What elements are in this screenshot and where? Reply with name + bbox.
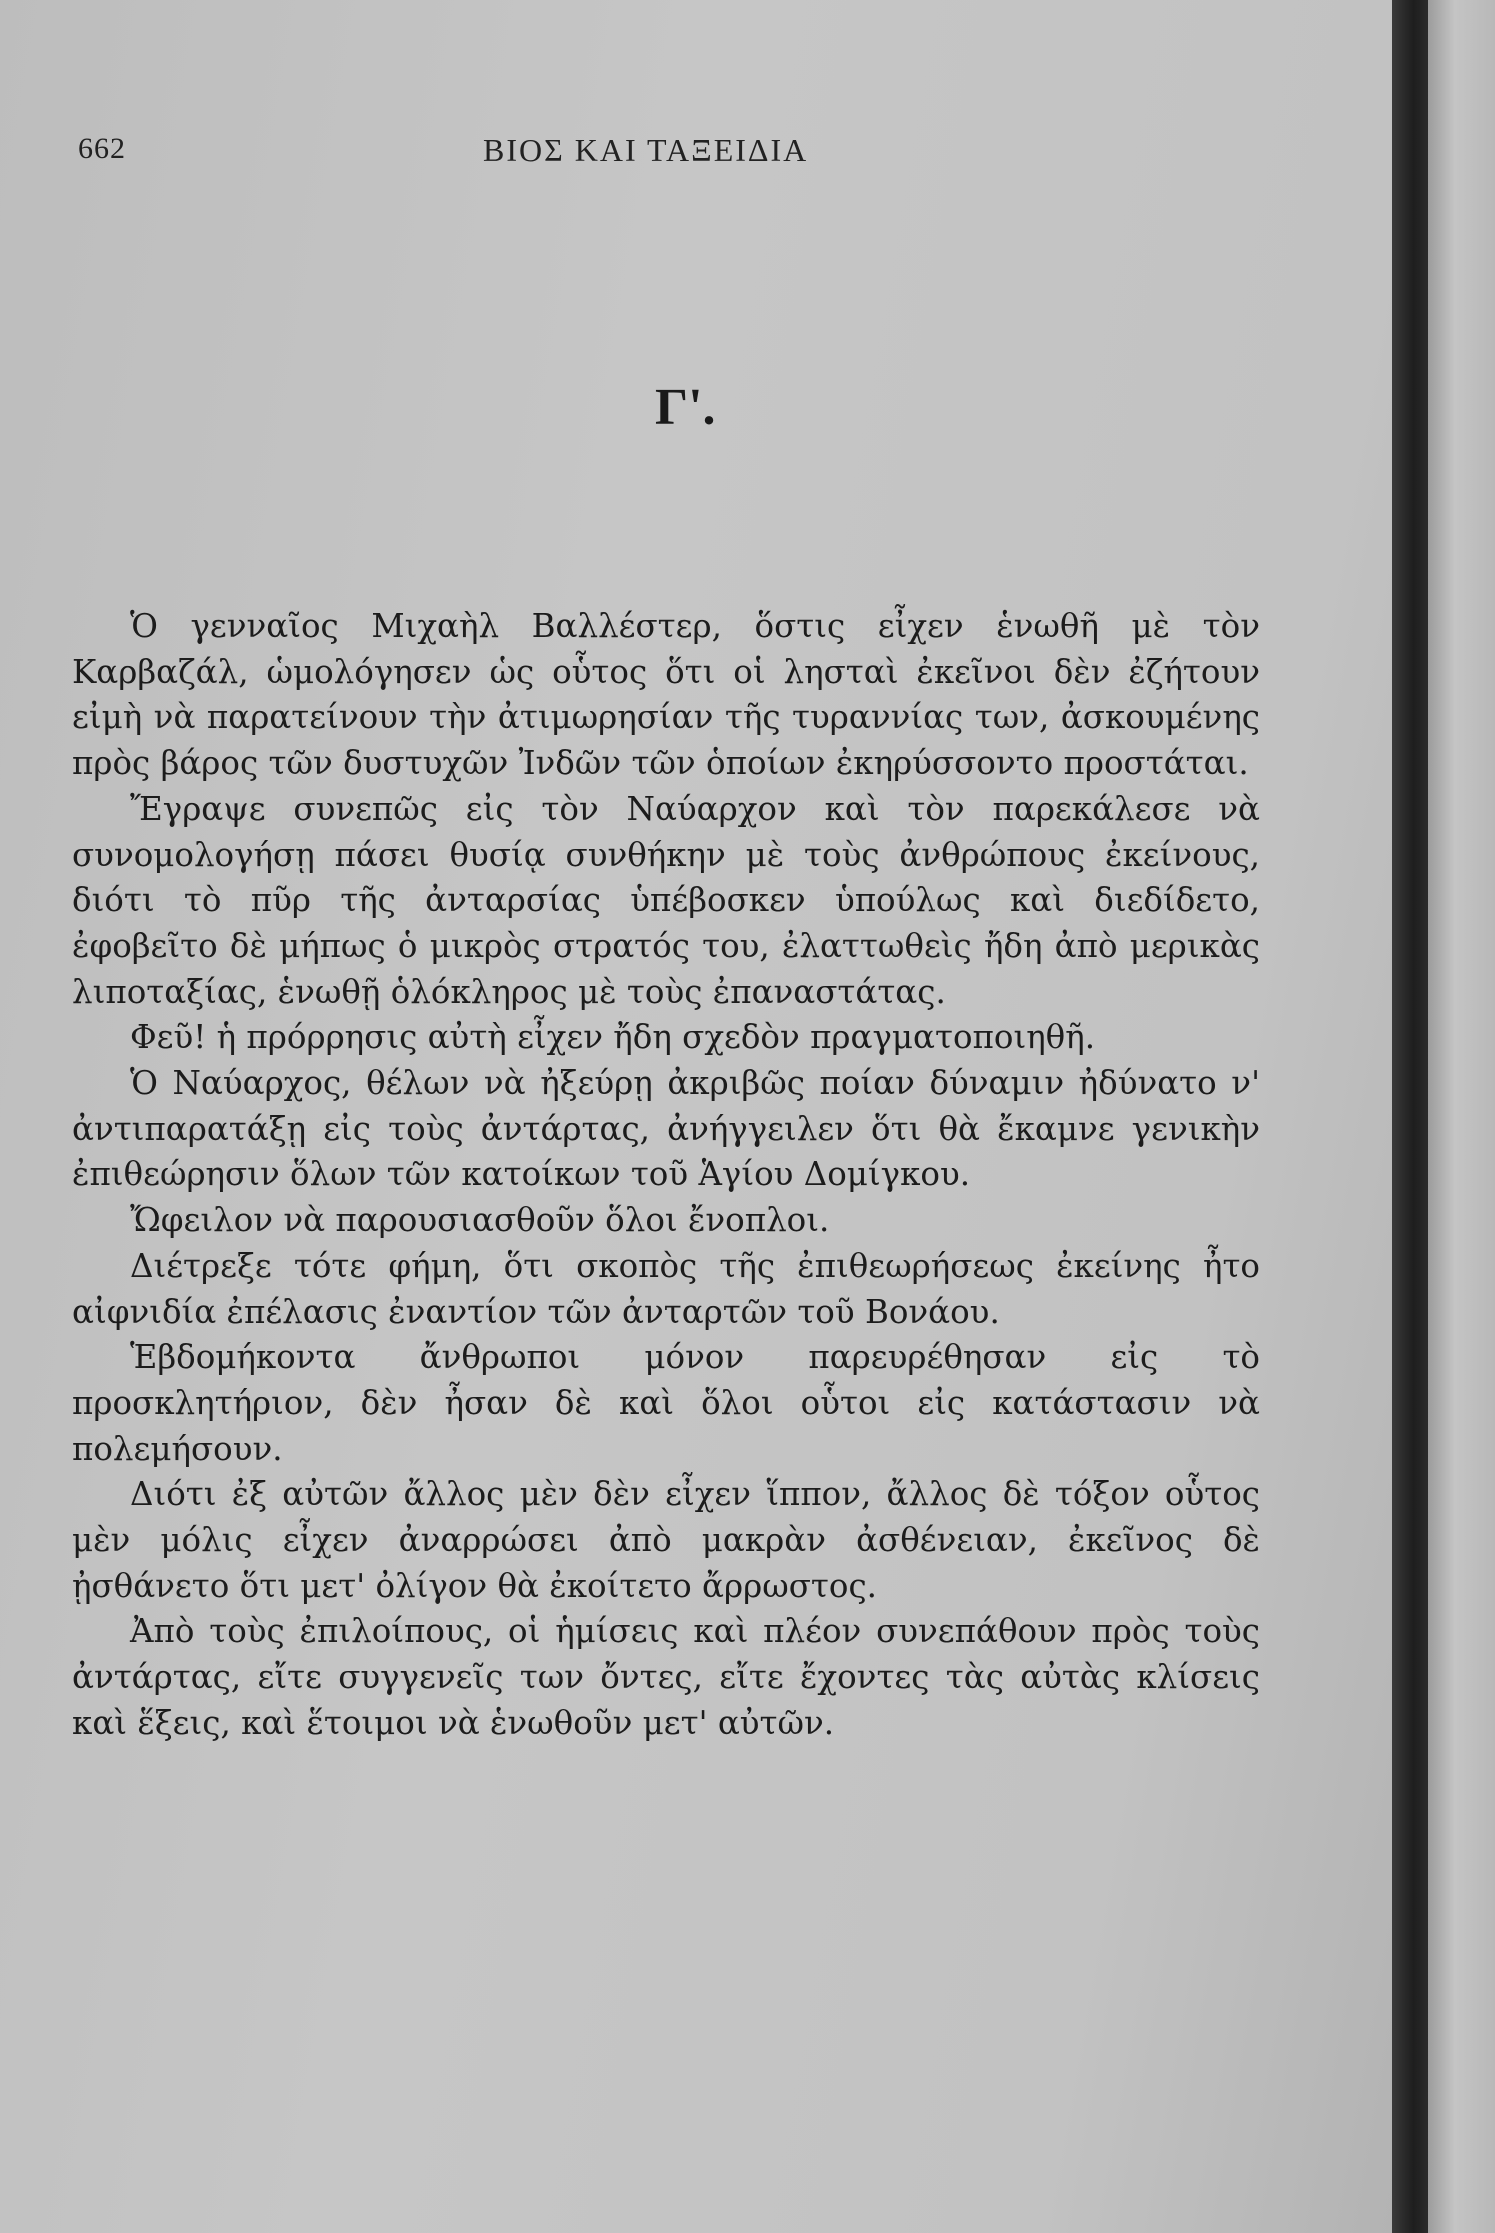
paragraph: Ὤφειλον νὰ παρουσιασθοῦν ὅλοι ἔνοπλοι. <box>130 1201 830 1240</box>
paragraph: Διότι ἐξ αὐτῶν ἄλλος μὲν δὲν εἶχεν ἵππον, ἄλλος δὲ τόξον οὗτος μὲν μόλις εἶχεν ἀναρρώσει ἀπὸ μακρὰν ἀσθένειαν, ἐκεῖνος δὲ ᾐσθάνετο ὅτι μετ' ὀλίγον θὰ ἐκοίτετο ἄρρωστος. <box>72 1475 1260 1605</box>
section-heading: Γ'. <box>655 379 716 436</box>
paragraph: Ὁ Ναύαρχος, θέλων νὰ ἠξεύρῃ ἀκριβῶς ποίαν δύναμιν ἠδύνατο ν' ἀντιπαρατάξῃ εἰς τοὺς ἀντάρτας, ἀνήγγειλεν ὅτι θὰ ἔκαμνε γενικὴν ἐπιθεώρησιν ὅλων τῶν κατοίκων τοῦ Ἁγίου Δομίγκου. <box>72 1064 1260 1194</box>
paragraph: Ἔγραψε συνεπῶς εἰς τὸν Ναύαρχον καὶ τὸν παρεκάλεσε νὰ συνομολογήσῃ πάσει θυσίᾳ συνθήκην μὲ τοὺς ἀνθρώπους ἐκείνους, διότι τὸ πῦρ τῆς ἀνταρσίας ὑπέβοσκεν ὑπούλως καὶ διεδίδετο, ἐφοβεῖτο δὲ μήπως ὁ μικρὸς στρατός του, ἐλαττωθεὶς ἤδη ἀπὸ μερικὰς λιποταξίας, ἑνωθῇ ὁλόκληρος μὲ τοὺς ἐπαναστάτας. <box>72 789 1260 1011</box>
paragraph: Διέτρεξε τότε φήμη, ὅτι σκοπὸς τῆς ἐπιθεωρήσεως ἐκείνης ἦτο αἰφνιδία ἐπέλασις ἐναντίον τῶν ἀνταρτῶν τοῦ Βονάου. <box>72 1246 1260 1331</box>
body-text <box>72 604 1260 1747</box>
page-number: 662 <box>78 132 126 165</box>
paragraph: Ἀπὸ τοὺς ἐπιλοίπους, οἱ ἡμίσεις καὶ πλέον συνεπάθουν πρὸς τοὺς ἀντάρτας, εἴτε συγγενεῖς των ὄντες, εἴτε ἔχοντες τὰς αὐτὰς κλίσεις καὶ ἕξεις, καὶ ἕτοιμοι νὰ ἑνωθοῦν μετ' αὐτῶν. <box>72 1612 1260 1742</box>
adjacent-page-edge <box>1428 0 1495 2233</box>
page-header <box>78 132 1178 176</box>
paragraph: Ὁ γενναῖος Μιχαὴλ Βαλλέστερ, ὅστις εἶχεν ἑνωθῆ μὲ τὸν Καρβαζάλ, ὡμολόγησεν ὡς οὗτος ὅτι οἱ λησταὶ ἐκεῖνοι δὲν ἐζήτουν εἰμὴ νὰ παρατείνουν τὴν ἀτιμωρησίαν τῆς τυραννίας των, ἀσκουμένης πρὸς βάρος τῶν δυστυχῶν Ἰνδῶν τῶν ὁποίων ἐκηρύσσοντο προστάται. <box>72 607 1260 783</box>
paragraph: Φεῦ! ἡ πρόρρησις αὐτὴ εἶχεν ἤδη σχεδὸν πραγματοποιηθῆ. <box>130 1018 1096 1057</box>
running-head: ΒΙΟΣ ΚΑΙ ΤΑΞΕΙΔΙΑ <box>483 132 809 168</box>
paragraph: Ἑβδομήκοντα ἄνθρωποι μόνον παρευρέθησαν εἰς τὸ προσκλητήριον, δὲν ἦσαν δὲ καὶ ὅλοι οὗτοι εἰς κατάστασιν νὰ πολεμήσουν. <box>72 1338 1260 1468</box>
book-spine-gutter <box>1392 0 1428 2233</box>
